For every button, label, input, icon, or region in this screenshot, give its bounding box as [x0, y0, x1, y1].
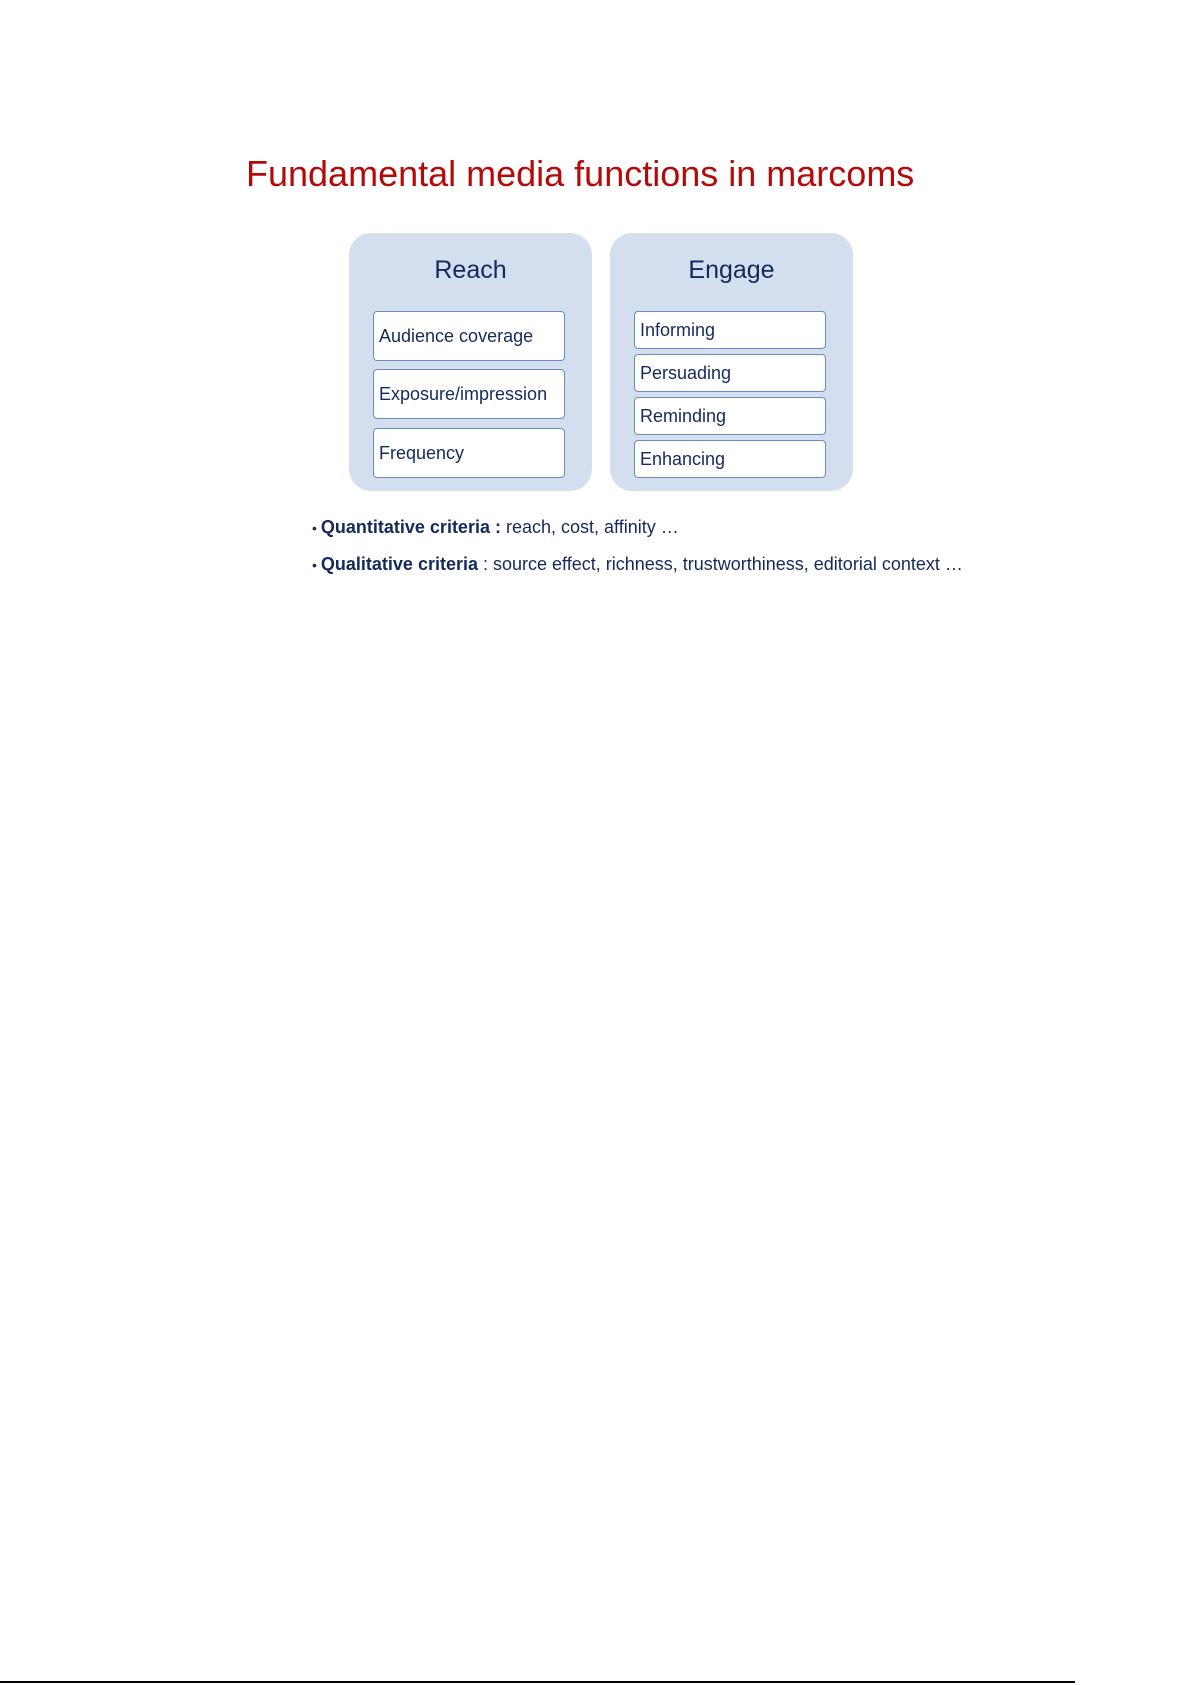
engage-item-enhancing: Enhancing	[634, 440, 826, 478]
engage-heading: Engage	[688, 256, 775, 284]
reach-panel	[349, 233, 592, 491]
footer-divider	[0, 1681, 1075, 1683]
engage-item-reminding: Reminding	[634, 397, 826, 435]
reach-item-frequency: Frequency	[373, 428, 565, 478]
bullet-marker: •	[312, 520, 317, 536]
criteria-term: Qualitative criteria	[320, 554, 478, 574]
engage-panel	[610, 233, 853, 491]
criteria-text: : source effect, richness, trustworthiness, editorial context …	[477, 554, 963, 574]
criteria-term: Quantitative criteria :	[320, 517, 501, 537]
engage-item-informing: Informing	[634, 311, 826, 349]
reach-heading: Reach	[434, 256, 507, 284]
reach-item-audience-coverage: Audience coverage	[373, 311, 565, 361]
page-title: Fundamental media functions in marcoms	[246, 153, 915, 194]
bullet-marker: •	[312, 557, 317, 573]
criteria-quantitative	[312, 515, 963, 539]
criteria-list	[312, 515, 963, 589]
criteria-text: reach, cost, affinity …	[500, 517, 679, 537]
criteria-qualitative	[312, 552, 963, 576]
reach-item-exposure-impression: Exposure/impression	[373, 369, 565, 419]
engage-item-persuading: Persuading	[634, 354, 826, 392]
